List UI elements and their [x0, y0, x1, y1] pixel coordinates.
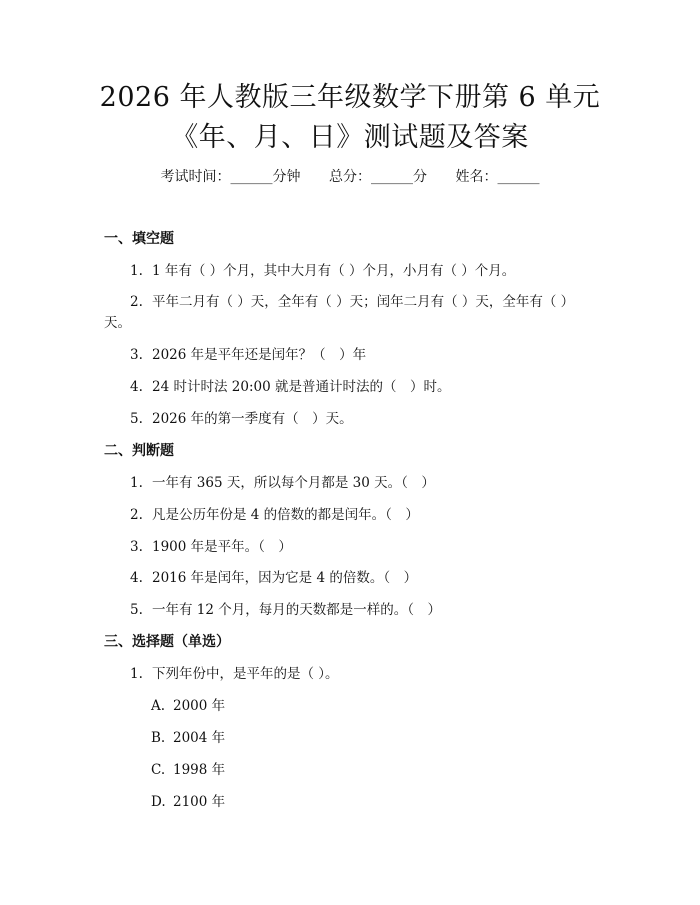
option-label: B. [151, 730, 166, 746]
question [130, 377, 450, 397]
option-label: C. [151, 762, 166, 778]
exam-info [0, 167, 700, 187]
question-number: 3. [130, 347, 143, 363]
total-score: 总分：______分 [329, 169, 427, 185]
student-name: 姓名：______ [455, 169, 540, 185]
question-number: 4. [130, 379, 143, 395]
question-number: 1. [130, 666, 143, 682]
question-text: 一年有 12 个月，每月的天数都是一样的。（ ） [152, 602, 442, 618]
option-label: D. [151, 794, 166, 810]
title-line-1: 2026 年人教版三年级数学下册第 6 单元 [99, 82, 601, 113]
exam-time: 考试时间：______分钟 [160, 169, 301, 185]
option-label: A. [151, 698, 166, 714]
question-number: 5. [130, 602, 143, 618]
question [130, 537, 292, 557]
section-heading-fill-blank: 一、填空题 [104, 231, 174, 247]
question [130, 345, 366, 365]
option-text: 2000 年 [173, 698, 226, 714]
question-number: 4. [130, 570, 143, 586]
question-text: 平年二月有（ ）天，全年有（ ）天；闰年二月有（ ）天，全年有（ ） [152, 294, 575, 310]
question-text: 2026 年的第一季度有（ ）天。 [152, 411, 353, 427]
question-number: 5. [130, 411, 143, 427]
choice-option [151, 696, 225, 716]
question-number: 1. [130, 475, 143, 491]
choice-option [151, 792, 225, 812]
question [130, 505, 419, 525]
question-text: 2016 年是闰年，因为它是 4 的倍数。（ ） [152, 570, 418, 586]
question-text: 2026 年是平年还是闰年？（ ）年 [152, 347, 367, 363]
choice-option [151, 760, 225, 780]
question-number: 3. [130, 539, 143, 555]
question [130, 473, 435, 493]
question [130, 409, 353, 429]
question-text: 24 时计时法 20:00 就是普通计时法的（ ）时。 [152, 379, 451, 395]
question [130, 664, 339, 684]
option-text: 1998 年 [173, 762, 226, 778]
question-number: 1. [130, 263, 143, 279]
option-text: 2004 年 [173, 730, 226, 746]
question-text: 凡是公历年份是 4 的倍数的都是闰年。（ ） [152, 507, 419, 523]
question-text: 下列年份中，是平年的是（ ）。 [152, 666, 339, 682]
question-text: 1900 年是平年。（ ） [152, 539, 292, 555]
question [130, 261, 515, 281]
question [130, 568, 417, 588]
option-text: 2100 年 [173, 794, 226, 810]
section-heading-true-false: 二、判断题 [104, 443, 174, 459]
section-heading-multiple-choice: 三、选择题（单选） [104, 634, 230, 650]
choice-option [151, 728, 225, 748]
title-line-2: 《年、月、日》测试题及答案 [171, 122, 529, 153]
question-text: 一年有 365 天，所以每个月都是 30 天。（ ） [152, 475, 435, 491]
question-continuation: 天。 [104, 315, 131, 331]
question-text: 1 年有（ ）个月，其中大月有（ ）个月，小月有（ ）个月。 [152, 263, 516, 279]
question-number: 2. [130, 507, 143, 523]
question-number: 2. [130, 294, 143, 310]
question [130, 600, 441, 620]
question [130, 292, 574, 312]
